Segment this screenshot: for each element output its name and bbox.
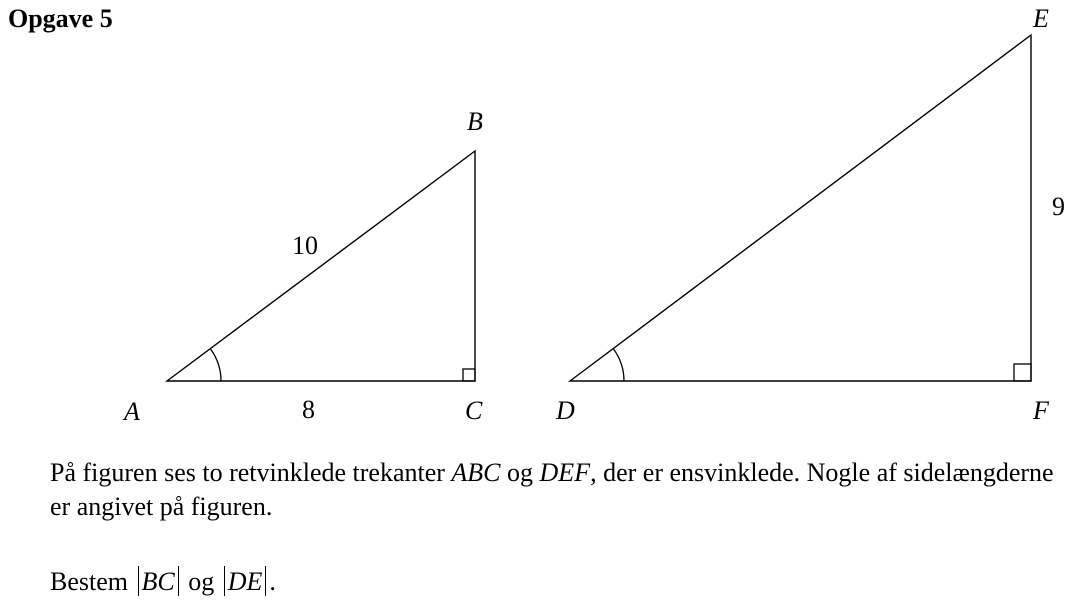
description-part1: På figuren ses to retvinklede trekanter	[50, 458, 452, 487]
description-triangle-def: DEF	[539, 458, 591, 487]
triangle-abc	[122, 107, 483, 426]
angle-d-arc	[613, 349, 624, 381]
exercise-title: Opgave 5	[8, 4, 113, 33]
abs-bar-left-bc	[138, 566, 139, 596]
triangle-def-outline	[570, 35, 1031, 381]
description-part3: , der er ensvinklede. Nogle af sidelængderne er angivet på figuren.	[50, 458, 1054, 521]
right-angle-marker-f	[1014, 364, 1031, 381]
side-length-ac: 8	[302, 395, 315, 424]
vertex-label-b: B	[467, 107, 483, 136]
task-og: og	[181, 567, 221, 596]
abs-bar-left-de	[224, 566, 225, 596]
triangle-abc-outline	[167, 151, 475, 381]
problem-description	[50, 456, 1060, 524]
angle-a-arc	[211, 349, 222, 381]
side-length-ef: 9	[1052, 192, 1065, 221]
task-suffix: .	[269, 567, 276, 596]
description-triangle-abc: ABC	[451, 458, 501, 487]
task-segment-de: DE	[227, 567, 263, 596]
abs-bar-right-bc	[178, 566, 179, 596]
triangle-def	[555, 4, 1065, 425]
vertex-label-a: A	[124, 397, 140, 426]
vertex-label-e: E	[1033, 4, 1049, 33]
task-statement	[50, 565, 276, 599]
description-part2: og	[500, 458, 540, 487]
task-prefix: Bestem	[50, 567, 135, 596]
side-length-ab: 10	[292, 231, 318, 260]
task-segment-bc: BC	[141, 567, 175, 596]
vertex-label-d: D	[556, 396, 575, 425]
right-angle-marker-c	[463, 369, 475, 381]
abs-bar-right-de	[265, 566, 266, 596]
vertex-label-f: F	[1033, 396, 1049, 425]
vertex-label-c: C	[465, 396, 483, 425]
